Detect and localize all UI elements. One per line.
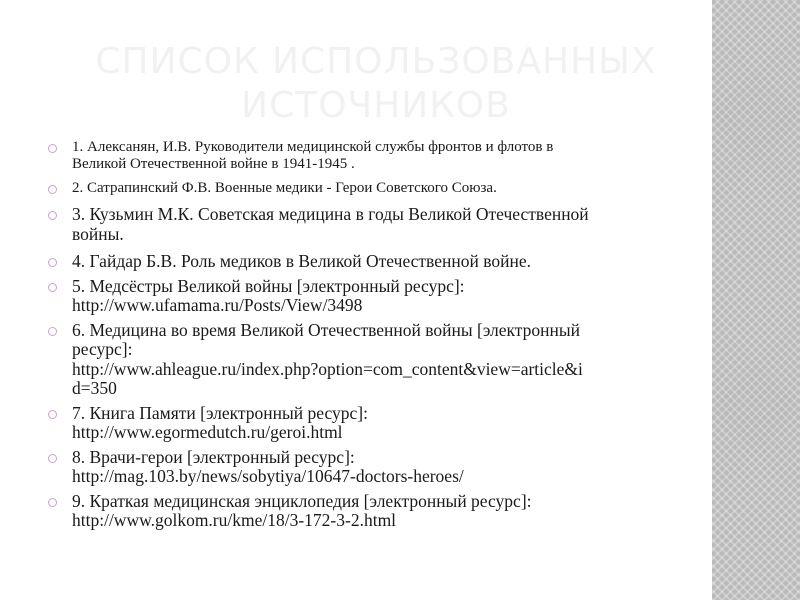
source-line: 1. Алексанян, И.В. Руководители медицинской службы фронтов и флотов в: [72, 139, 554, 155]
source-line: 7. Книга Памяти [электронный ресурс]:: [72, 402, 368, 423]
source-line: войны.: [72, 223, 124, 244]
decorative-stripe: [712, 0, 800, 600]
list-item: [48, 139, 676, 173]
list-item: [48, 205, 676, 244]
sources-list: [48, 139, 676, 536]
list-item: [48, 277, 676, 316]
source-line: 8. Врачи-герои [электронный ресурс]:: [72, 446, 355, 467]
source-line: http://www.ufamama.ru/Posts/View/3498: [72, 295, 363, 315]
bullet-circle-icon: [48, 211, 57, 220]
source-line: 2. Сатрапинский Ф.В. Военные медики - Герои Советского Союза.: [72, 180, 497, 196]
list-item: [48, 180, 676, 197]
source-line: d=350: [72, 378, 117, 398]
bullet-circle-icon: [48, 454, 57, 463]
source-line: 6. Медицина во время Великой Отечественной войны [электронный: [72, 319, 581, 340]
list-item: [48, 448, 676, 487]
source-line: 4. Гайдар Б.В. Роль медиков в Великой Отечественной войне.: [72, 251, 531, 271]
list-item: [48, 252, 676, 272]
source-line: 5. Медсёстры Великой войны [электронный ресурс]:: [72, 275, 465, 296]
title-line-1: СПИСОК ИСПОЛЬЗОВАННЫХ: [95, 41, 657, 82]
bullet-circle-icon: [48, 144, 57, 153]
title-line-2: ИСТОЧНИКОВ: [241, 85, 511, 126]
source-line: ресурс]:: [72, 339, 133, 359]
source-line: Великой Отечественной войне в 1941-1945 .: [72, 156, 355, 172]
bullet-circle-icon: [48, 327, 57, 336]
bullet-circle-icon: [48, 258, 57, 267]
source-line: http://mag.103.by/news/sobytiya/10647-doctors-heroes/: [72, 466, 464, 486]
source-line: 3. Кузьмин М.К. Советская медицина в годы Великой Отечественной: [72, 204, 589, 224]
list-item: [48, 404, 676, 443]
source-line: http://www.ahleague.ru/index.php?option=com_content&view=article&i: [72, 358, 583, 379]
bullet-circle-icon: [48, 498, 57, 507]
bullet-circle-icon: [48, 410, 57, 419]
bullet-circle-icon: [48, 185, 57, 194]
source-line: 9. Краткая медицинская энциклопедия [электронный ресурс]:: [72, 490, 532, 511]
bullet-circle-icon: [48, 283, 57, 292]
list-item: [48, 492, 676, 531]
page-title: [40, 40, 712, 128]
list-item: [48, 321, 676, 399]
source-line: http://www.golkom.ru/kme/18/3-172-3-2.html: [72, 510, 397, 530]
source-line: http://www.egormedutch.ru/geroi.html: [72, 422, 343, 442]
